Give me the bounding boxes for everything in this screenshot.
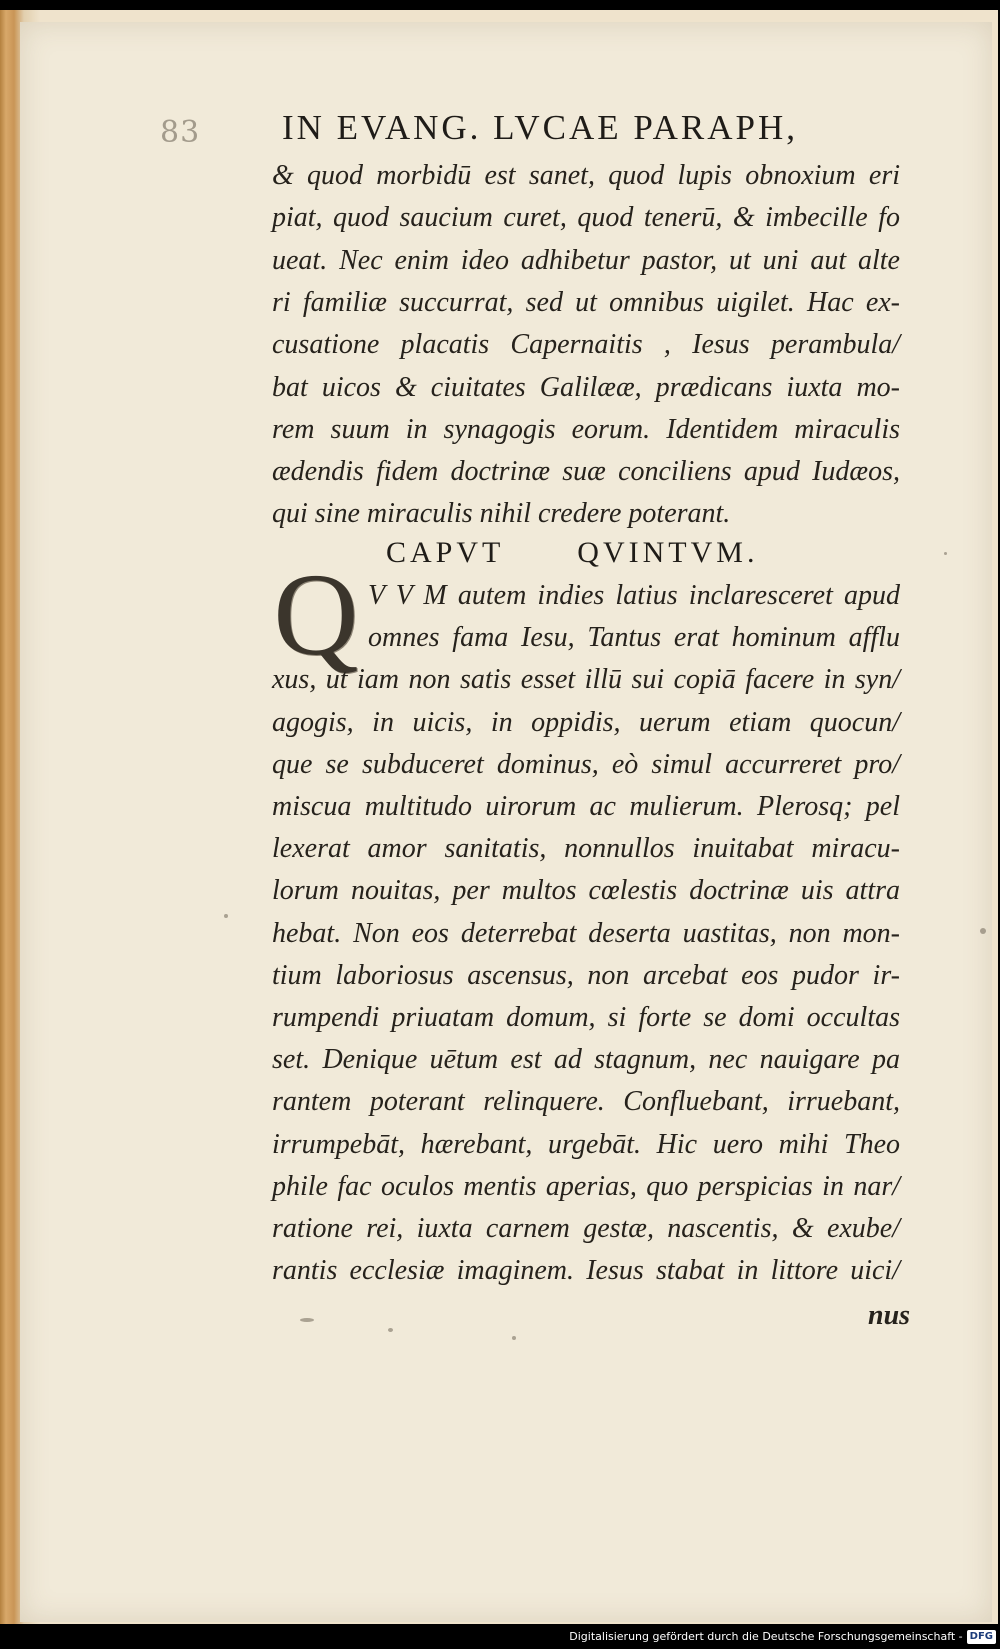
text-line: rantis ecclesiæ imaginem. Iesus stabat in littore uici/ <box>272 1255 900 1287</box>
text-line: ri familiæ succurrat, sed ut omnibus uigilet. Hac ex- <box>272 286 900 318</box>
text-line: qui sine miraculis nihil credere poterant. <box>272 498 731 530</box>
text-line: irrumpebāt, hærebant, urgebāt. Hic uero mihi Theo <box>272 1128 900 1160</box>
text-line: & quod morbidū est sanet, quod lupis obnoxium eri <box>272 160 900 191</box>
dfg-logo-icon: DFG <box>967 1630 996 1644</box>
text-line: que se subduceret dominus, eò simul accurreret pro/ <box>272 748 900 780</box>
text-line: ratione rei, iuxta carnem gestæ, nascentis, & exube/ <box>272 1213 900 1244</box>
ink-speck <box>300 1318 314 1322</box>
credit-text: Digitalisierung gefördert durch die Deutsche Forschungsgemeinschaft - <box>569 1630 963 1643</box>
text-line: set. Denique uētum est ad stagnum, nec nauigare pa <box>272 1044 900 1076</box>
text-line: bat uicos & ciuitates Galilææ, prædicans iuxta mo- <box>272 371 900 403</box>
text-line: agogis, in uicis, in oppidis, uerum etiam quocun/ <box>272 706 900 738</box>
text-line: V V M autem indies latius inclaresceret apud <box>368 580 900 611</box>
page-number: 83 <box>160 115 201 150</box>
ink-speck <box>944 552 947 555</box>
running-head: IN EVANG. LVCAE PARAPH, <box>282 108 798 147</box>
ink-speck <box>512 1336 516 1340</box>
text-line: omnes fama Iesu, Tantus erat hominum afflu <box>368 622 900 654</box>
text-line: piat, quod saucium curet, quod tenerū, & imbecille fo <box>272 202 900 234</box>
ink-speck <box>980 928 986 934</box>
digitization-credit <box>569 1629 996 1645</box>
text-line: tium laboriosus ascensus, non arcebat eos pudor ir- <box>272 959 900 991</box>
text-line: ædendis fidem doctrinæ suæ conciliens apud Iudæos, <box>272 456 900 488</box>
chapter-heading: CAPVT QVINTVM. <box>386 536 759 569</box>
catchword: nus <box>868 1300 911 1331</box>
text-line: rem suum in synagogis eorum. Identidem miraculis <box>272 413 900 445</box>
text-line: rantem poterant relinquere. Confluebant, irruebant, <box>272 1086 900 1118</box>
text-line: hebat. Non eos deterrebat deserta uastitas, non mon- <box>272 917 900 949</box>
text-line: lorum nouitas, per multos cœlestis doctrinæ uis attra <box>272 875 900 907</box>
text-line: rumpendi priuatam domum, si forte se domi occultas <box>272 1002 900 1033</box>
drop-cap-initial: Q <box>273 549 359 680</box>
text-line: miscua multitudo uirorum ac mulierum. Plerosq; pel <box>272 791 900 822</box>
text-line: lexerat amor sanitatis, nonnullos inuitabat miracu- <box>272 833 900 865</box>
ink-speck <box>388 1328 393 1332</box>
text-line: ueat. Nec enim ideo adhibetur pastor, ut uni aut alte <box>272 244 900 276</box>
ink-speck <box>224 914 228 918</box>
text-line: cusatione placatis Capernaitis , Iesus perambula/ <box>272 329 900 361</box>
text-line: phile fac oculos mentis aperias, quo perspicias in nar/ <box>272 1170 900 1202</box>
text-line: xus, ut iam non satis esset illū sui copiā facere in syn/ <box>272 664 900 696</box>
